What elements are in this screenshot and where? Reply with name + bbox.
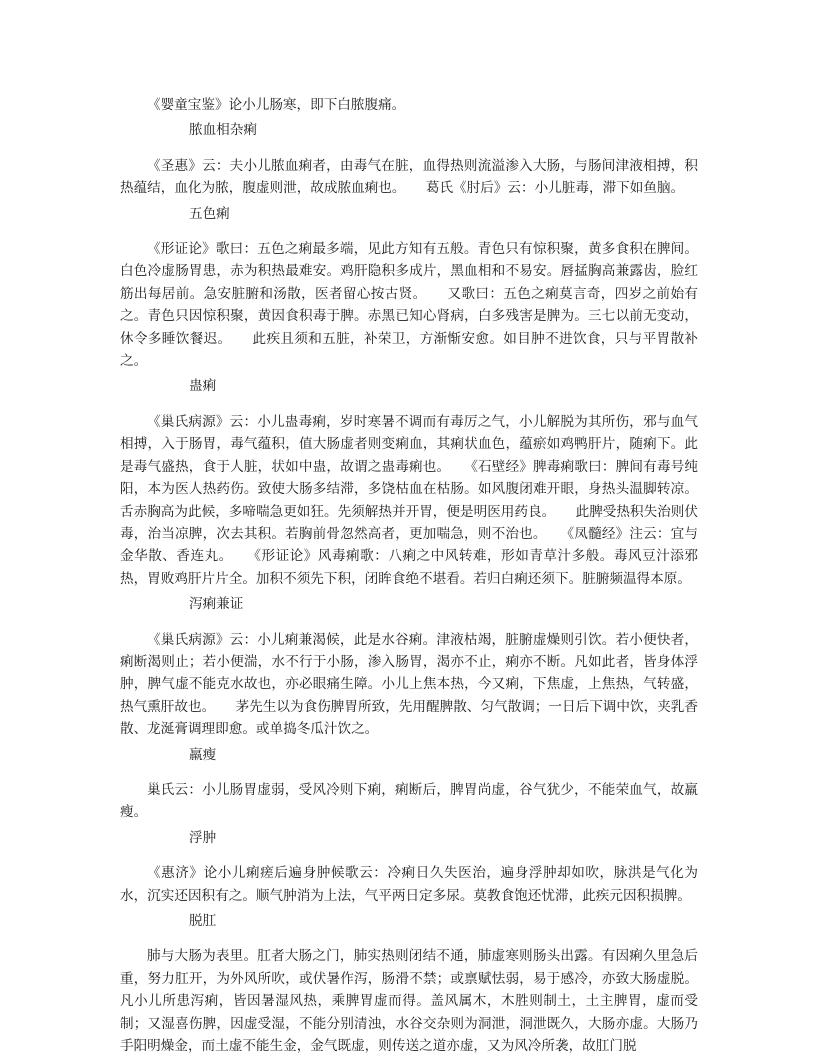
paragraph: 《婴童宝鉴》论小儿肠寒，即下白脓腹痛。 bbox=[147, 97, 406, 113]
paragraph: 肺与大肠为表里。肛者大肠之门，肺实热则闭结不通，肺虚寒则肠头出露。有因痢久里急后重，努力肛开，为外风所吹，或伏暑作泻，肠滑不禁；或禀赋怯弱，易于感冷，亦致大肠虚脱。凡小儿所患泻痢，皆因暑湿风热，乘脾胃虚而得。盖风属木，木胜则制土，土主脾胃，虚而受制；又湿喜伤脾，因虚受湿，不能分别清浊，水谷交杂则为洞泄，洞泄既久，大肠亦虚。大肠乃手阳明燥金，而土虚不能生金，金气既虚，则传送之道亦虚，又为风冷所袭，故肛门脱 bbox=[120, 948, 698, 1055]
section-tuogang bbox=[120, 945, 698, 1057]
section-leishou bbox=[120, 779, 698, 849]
section-heading: 脱肛 bbox=[189, 913, 217, 929]
section-intro bbox=[120, 94, 698, 142]
paragraph: 巢氏云：小儿肠胃虚弱，受风冷则下痢，痢断后，脾胃尚虚，谷气犹少，不能荣血气，故羸瘦。 bbox=[120, 781, 698, 821]
document-page bbox=[120, 94, 698, 1060]
paragraph: 《巢氏病源》云：小儿蛊毒痢，岁时寒暑不调而有毒厉之气，小儿解脱为其所伤，邪与血气相搏，入于肠胃，毒气蕴积，值大肠虚者则变痢血，其痢状血色，蕴瘀如鸡鸭肝片，随痢下。此是毒气盛热，食于人脏，状如中蛊，故谓之蛊毒痢也。 《石壁经》脾毒痢歌曰：脾间有毒号纯阳，本为医人热药伤。致使大肠多结滞，多饶枯血在枯肠。如风腹闭难开眼，身热头温脚转凉。舌赤胸高为此候，多啼喘急更如狂。先须解热并开胃，便是明医用药良。 此脾受热积失治则伏毒，治当凉脾，次去其积。若胸前骨忽然高者，更加喘急，则不治也。 《凤髓经》注云：宜与金华散、香连丸。 《形证论》风毒痢歌：八痢之中风转难，形如青草汁多般。毒风豆汁添邪热，胃败鸡肝片片全。加积不须先下积，闭眸食绝不堪看。若归白痢还须下。脏腑频温得本原。 bbox=[120, 413, 698, 587]
section-nongxue bbox=[120, 155, 698, 225]
section-wuse bbox=[120, 238, 698, 398]
paragraph: 《惠济》论小儿痢瘥后遍身肿候歌云：冷痢日久失医治，遍身浮肿却如吹，脉洪是气化为水，沉实还因积有之。顺气肿消为上法，气平两日定多尿。莫教食饱还忧滞，此疾元因积损脾。 bbox=[120, 865, 698, 904]
paragraph: 《形证论》歌曰：五色之痢最多端，见此方知有五般。青色只有惊积聚，黄多食积在脾间。白色冷虚肠胃患，赤为积热最难安。鸡肝隐积多成片，黑血相和不易安。唇掹胸高兼露齿，脸红筋出每居前。急安脏腑和汤散，医者留心按古贤。 又歌曰：五色之痢莫言奇，四岁之前始有之。青色只因惊积聚，黄因食积毒于脾。赤黑已知心肾病，白多残害是脾为。三七以前无变动，休令多睡饮餐迟。 此疾且须和五脏，补荣卫，方渐惭安愈。如目肿不进饮食，只与平胃散补之。 bbox=[120, 241, 698, 370]
section-heading: 五色痢 bbox=[189, 205, 230, 222]
paragraph: 《圣惠》云：夫小儿脓血痢者，由毒气在脏，血得热则流溢渗入大肠，与肠间津液相搏，积热蕴结，血化为脓，腹虚则泄，故成脓血痢也。 葛氏《肘后》云：小儿脏毒，滞下如鱼脑。 bbox=[120, 157, 698, 197]
section-heading: 脓血相杂痢 bbox=[189, 122, 257, 139]
section-heading: 蛊痢 bbox=[189, 378, 217, 395]
section-heading: 羸瘦 bbox=[189, 746, 217, 763]
section-gu bbox=[120, 411, 698, 616]
section-fuzhong bbox=[120, 862, 698, 932]
section-heading: 浮肿 bbox=[189, 829, 217, 846]
section-xieli bbox=[120, 629, 698, 766]
paragraph: 《巢氏病源》云：小儿痢兼渴候，此是水谷痢。津液枯竭，脏腑虚燥则引饮。若小便快者，痢断渴则止；若小便湍，水不行于小肠，渗入肠胃，渴亦不止，痢亦不断。凡如此者，皆身体浮肿，脾气虚不能克水故也，亦必眼痛生障。小儿上焦本热，今又痢，下焦虚，上焦热，气转盛，热气熏肝故也。 茅先生以为食伤脾胃所致，先用醒脾散、匀气散调；一日后下调中饮，夹乳香散、龙涎膏调理即愈。或单捣冬瓜汁饮之。 bbox=[120, 631, 698, 738]
section-heading: 泻痢兼证 bbox=[189, 596, 244, 613]
